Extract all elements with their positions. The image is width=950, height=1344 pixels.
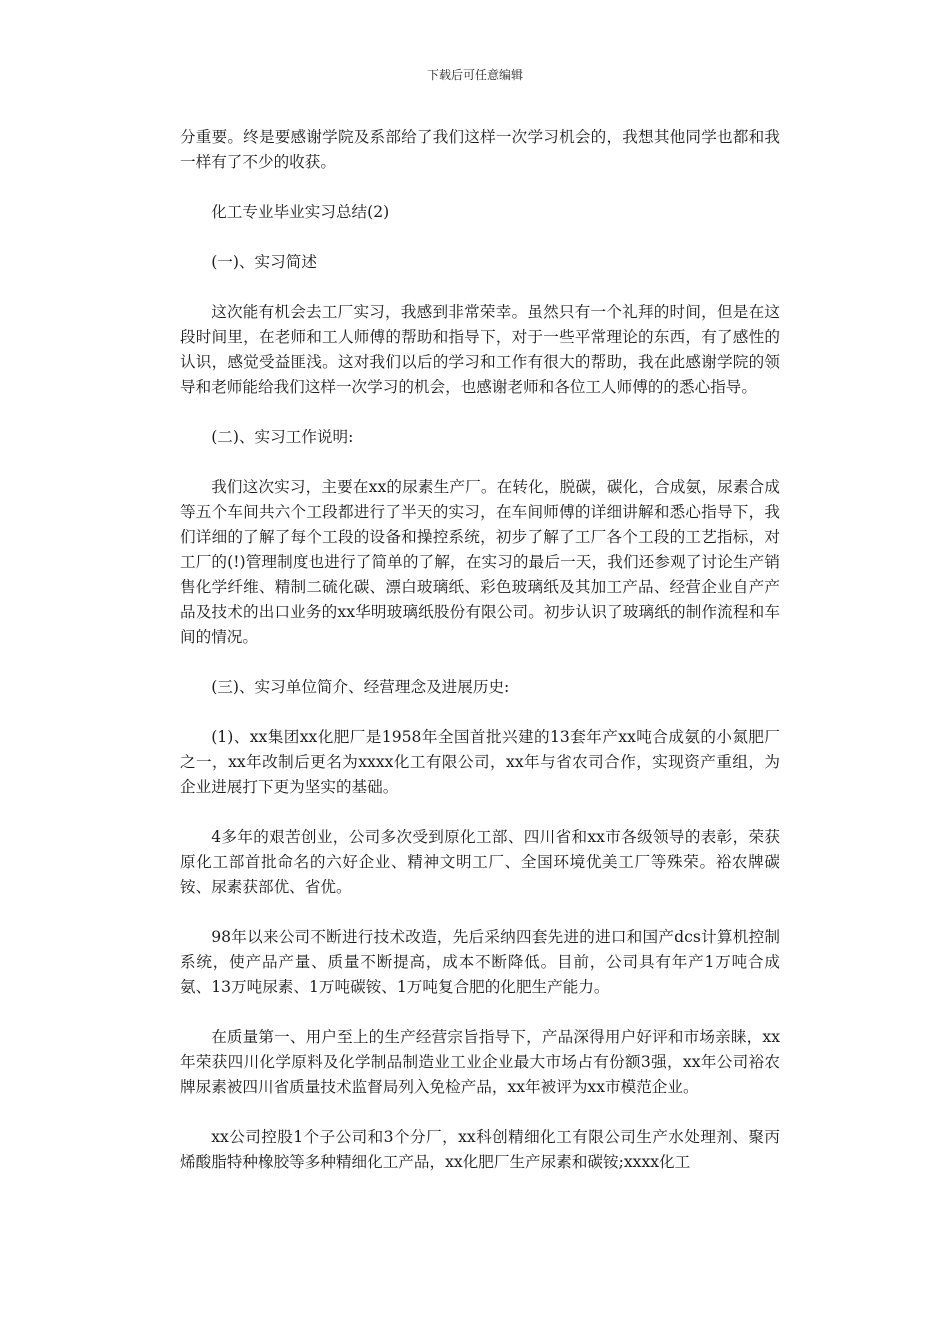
paragraph-honors: 4多年的艰苦创业，公司多次受到原化工部、四川省和xx市各级领导的表彰，荣获原化工部首批命名的六好企业、精神文明工厂、全国环境优美工厂等殊荣。裕农牌碳铵、尿素获部优、省优。 — [180, 828, 780, 896]
paragraph-closing: 分重要。终是要感谢学院及系部给了我们这样一次学习机会的，我想其他同学也都和我一样有了不少的收获。 — [180, 128, 780, 171]
section-title: 化工专业毕业实习总结(2) — [211, 203, 390, 221]
paragraph-quality: 在质量第一、用户至上的生产经营宗旨指导下，产品深得用户好评和市场亲睐，xx年荣获四川化学原料及化学制品制造业工业企业最大市场占有份额3强，xx年公司裕农牌尿素被四川省质量技术监督局列入免检产品，xx年被评为xx市模范企业。 — [180, 1028, 780, 1096]
heading-2: (二)、实习工作说明: — [211, 428, 354, 446]
paragraph-overview: 这次能有机会去工厂实习，我感到非常荣幸。虽然只有一个礼拜的时间，但是在这段时间里，在老师和工人师傅的帮助和指导下，对于一些平常理论的东西，有了感性的认识，感觉受益匪浅。这对我们以后的学习和工作有很大的帮助，我在此感谢学院的领导和老师能给我们这样一次学习的机会，也感谢老师和各位工人师傅的的悉心指导。 — [180, 303, 780, 396]
paragraph-subsidiaries: xx公司控股1个子公司和3个分厂，xx科创精细化工有限公司生产水处理剂、聚丙烯酸脂特种橡胶等多种精细化工产品，xx化肥厂生产尿素和碳铵;xxxx化工 — [180, 1128, 780, 1171]
paragraph-company-intro: (1)、xx集团xx化肥厂是1958年全国首批兴建的13套年产xx吨合成氨的小氮肥厂之一，xx年改制后更名为xxxx化工有限公司，xx年与省农司合作，实现资产重组，为企业进展打下更为坚实的基础。 — [180, 728, 780, 796]
heading-3: (三)、实习单位简介、经营理念及进展历史: — [211, 678, 510, 696]
paragraph-technology: 98年以来公司不断进行技术改造，先后采纳四套先进的进口和国产dcs计算机控制系统，使产品产量、质量不断提高，成本不断降低。目前，公司具有年产1万吨合成氨、13万吨尿素、1万吨碳铵、1万吨复合肥的化肥生产能力。 — [180, 928, 780, 996]
document-body — [180, 125, 780, 1200]
heading-1: (一)、实习简述 — [211, 253, 317, 271]
page-header: 下载后可任意编辑 — [426, 68, 523, 82]
paragraph-work-description: 我们这次实习，主要在xx的尿素生产厂。在转化，脱碳，碳化，合成氨，尿素合成等五个车间共六个工段都进行了半天的实习，在车间师傅的详细讲解和悉心指导下，我们详细的了解了每个工段的设备和操控系统，初步了解了工厂各个工段的工艺指标，对工厂的(!)管理制度也进行了简单的了解，在实习的最后一天，我们还参观了讨论生产销售化学纤维、精制二硫化碳、漂白玻璃纸、彩色玻璃纸及其加工产品、经营企业自产产品及技术的出口业务的xx华明玻璃纸股份有限公司。初步认识了玻璃纸的制作流程和车间的情况。 — [180, 478, 780, 646]
